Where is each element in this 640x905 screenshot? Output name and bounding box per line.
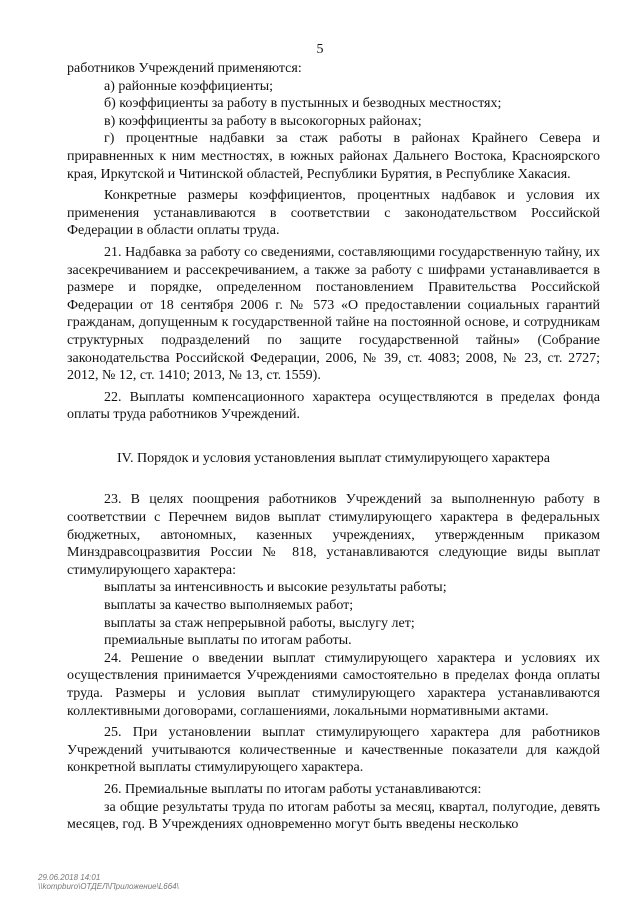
paragraph-25: 25. При установлении выплат стимулирующего характера для работников Учреждений учитываются количественные и качественные показатели для каждой конкретной выплаты стимулирующего характера. [67,725,600,776]
list-item: выплаты за качество выполняемых работ; [104,598,354,614]
list-item: а) районные коэффициенты; [104,78,274,94]
paragraph-21: 21. Надбавка за работу со сведениями, составляющими государственную тайну, их засекречиванием и рассекречиванием, а также за работу с шифрами устанавливается в размере и порядке, определенном постановлением Правительства Российской Федерации от 18 сентября 2006 г. № 573 «О предоставлении социальных гарантий гражданам, допущенным к государственной тайне на постоянной основе, и сотрудникам структурных подразделений по защите государственной тайны» (Собрание законодательства Российской Федерации, 2006, № 39, ст. 4083; 2008, № 23, ст. 2727; 2012, № 12, ст. 1410; 2013, № 13, ст. 1559). [67,244,600,384]
file-path: \\kompburo\ОТДЕЛ\Приложение\L664\ [38,882,179,891]
print-footer [38,873,179,891]
list-item: премиальные выплаты по итогам работы. [104,633,352,649]
section-heading: IV. Порядок и условия установления выплат стимулирующего характера [116,450,550,466]
list-item: в) коэффициенты за работу в высокогорных районах; [104,113,422,129]
paragraph-24: 24. Решение о введении выплат стимулирующего характера и условиях их осуществления принимается Учреждениями самостоятельно в пределах фонда оплаты труда. Размеры и условия выплат стимулирующего характера устанавливаются коллективными договорами, соглашениями, локальными нормативными актами. [67,650,600,719]
list-item: выплаты за интенсивность и высокие результаты работы; [104,580,447,596]
paragraph-22: 22. Выплаты компенсационного характера осуществляются в пределах фонда оплаты труда работников Учреждений. [67,389,600,423]
paragraph-26: 26. Премиальные выплаты по итогам работы устанавливаются: [104,781,482,797]
paragraph: работников Учреждений применяются: [67,61,302,76]
paragraph: г) процентные надбавки за стаж работы в районах Крайнего Севера и приравненных к ним местностях, в южных районах Дальнего Востока, Красноярского края, Иркутской и Читинской областей, Республики Бурятия, в Республике Хакасия. [67,131,600,182]
list-item: б) коэффициенты за работу в пустынных и безводных местностях; [104,96,502,112]
document-body [67,60,600,834]
paragraph: Конкретные размеры коэффициентов, процентных надбавок и условия их применения устанавливаются в соответствии с законодательством Российской Федерации в области оплаты труда. [67,188,600,239]
list-item: выплаты за стаж непрерывной работы, выслугу лет; [104,615,415,631]
paragraph-23: 23. В целях поощрения работников Учреждений за выполненную работу в соответствии с Перечнем видов выплат стимулирующего характера в федеральных бюджетных, автономных, казенных учреждениях, утвержденным приказом Минздравсоцразвития России № 818, устанавливаются следующие виды выплат стимулирующего характера: [67,492,600,578]
page-number: 5 [316,42,324,57]
print-timestamp: 29.06.2018 14:01 [38,873,101,882]
paragraph: за общие результаты труда по итогам работы за месяц, квартал, полугодие, девять месяцев, год. В Учреждениях одновременно могут быть введены несколько [67,799,600,833]
